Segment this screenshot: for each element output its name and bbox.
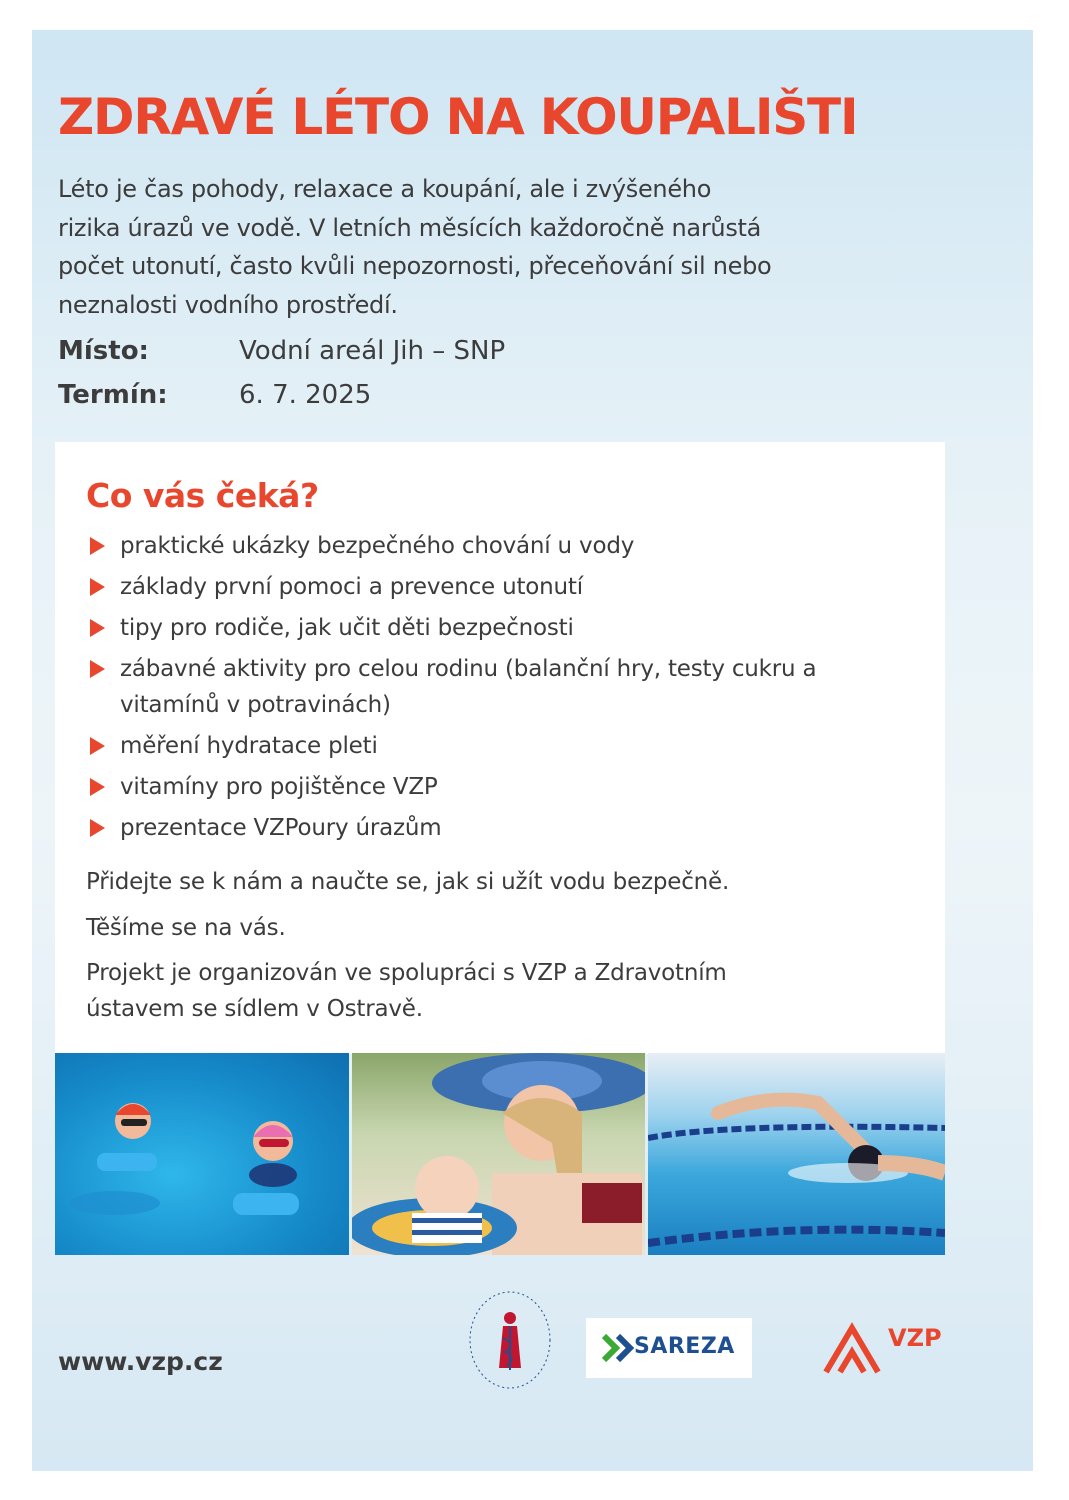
arrow-icon <box>90 619 105 637</box>
list-item-text: základy první pomoci a prevence utonutí <box>120 574 583 600</box>
list-item <box>86 769 916 805</box>
intro-text <box>58 170 938 324</box>
date-value: 6. 7. 2025 <box>239 380 372 410</box>
list-item <box>86 610 916 646</box>
intro-line: počet utonutí, často kvůli nepozornosti, přeceňování sil nebo <box>58 252 772 280</box>
project-line: Projekt je organizován ve spolupráci s VZP a Zdravotním <box>86 960 727 986</box>
kids-swimming-photo <box>55 1053 349 1255</box>
photo-strip <box>55 1053 945 1255</box>
list-item-text: tipy pro rodiče, jak učit děti bezpečnosti <box>120 615 574 641</box>
mother-baby-photo <box>352 1053 645 1255</box>
swimmer-photo <box>648 1053 945 1255</box>
arrow-icon <box>90 737 105 755</box>
zdravotni-ustav-logo <box>465 1288 555 1393</box>
list-item <box>86 528 916 564</box>
website-url: www.vzp.cz <box>58 1347 223 1376</box>
arrow-icon <box>90 660 105 678</box>
vzp-logo <box>822 1322 952 1376</box>
program-list <box>86 528 916 851</box>
project-line: ústavem se sídlem v Ostravě. <box>86 996 423 1022</box>
page-title: ZDRAVÉ LÉTO NA KOUPALIŠTI <box>58 88 858 146</box>
list-item <box>86 651 920 723</box>
place-value: Vodní areál Jih – SNP <box>239 336 506 366</box>
intro-line: rizika úrazů ve vodě. V letních měsících každoročně narůstá <box>58 213 762 242</box>
arrow-icon <box>90 578 105 596</box>
arrow-icon <box>90 819 105 837</box>
place-label: Místo: <box>58 336 149 366</box>
join-text: Přidejte se k nám a naučte se, jak si užít vodu bezpečně. <box>86 869 730 895</box>
list-item-text: vitamíny pro pojištěnce VZP <box>120 774 438 800</box>
intro-line: Léto je čas pohody, relaxace a koupání, ale i zvýšeného <box>58 175 712 203</box>
date-label: Termín: <box>58 380 168 410</box>
program-card <box>55 442 945 1054</box>
list-item-text: měření hydratace pleti <box>120 733 378 759</box>
arrow-icon <box>90 778 105 796</box>
program-heading: Co vás čeká? <box>86 476 319 515</box>
intro-line: neznalosti vodního prostředí. <box>58 290 398 319</box>
sareza-logo-text: SAREZA <box>634 1334 735 1359</box>
list-item-text: zábavné aktivity pro celou rodinu (balanční hry, testy cukru a vitamínů v potravinách) <box>120 656 817 718</box>
list-item-text: praktické ukázky bezpečného chování u vody <box>120 533 635 559</box>
list-item <box>86 728 916 764</box>
arrow-icon <box>90 537 105 555</box>
vzp-logo-text: VZP <box>888 1324 942 1352</box>
list-item-text: prezentace VZPoury úrazům <box>120 815 442 841</box>
list-item <box>86 810 916 846</box>
project-text <box>86 955 916 1027</box>
list-item <box>86 569 916 605</box>
see-you-text: Těšíme se na vás. <box>86 915 286 941</box>
sareza-logo <box>586 1318 752 1378</box>
